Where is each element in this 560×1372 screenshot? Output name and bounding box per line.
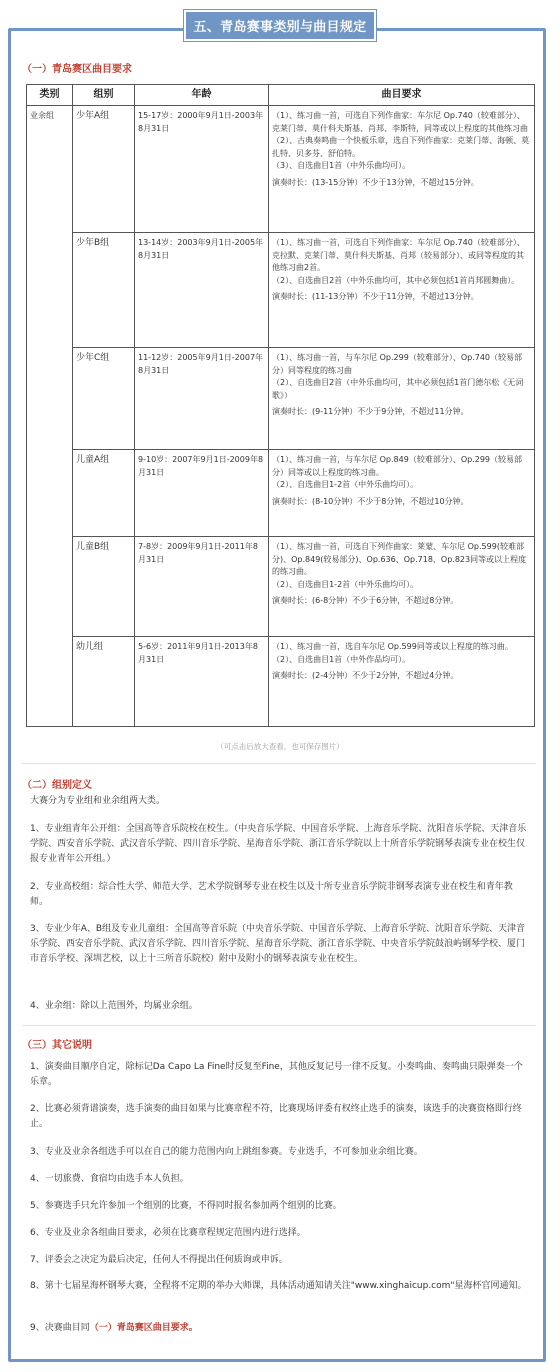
group-cell: 少年A组 <box>73 106 135 233</box>
requirement-line: （2）、古典奏鸣曲一个快板乐章，选自下列作曲家：克莱门蒂、海顿、莫扎特、贝多芬、舒伯特。 <box>272 136 530 158</box>
section2-heading: （二）组别定义 <box>22 780 92 791</box>
section3-item: 7、评委会之决定为最后决定，任何人不得提出任何质询或申诉。 <box>30 1255 288 1265</box>
duration-line: 演奏时长：(2-4分钟）不少于2分钟，不超过4分钟。 <box>272 671 459 680</box>
group-cell: 儿童B组 <box>73 537 135 637</box>
duration-line: 演奏时长：(11-13分钟）不少于11分钟，不超过13分钟。 <box>272 292 479 301</box>
section3-item: 1、演奏曲目顺序自定，除标记Da Capo La Fine时反复至Fine，其他反复记号一律不反复。小奏鸣曲、奏鸣曲只限弹奏一个乐章。 <box>30 1062 523 1087</box>
table-row <box>27 537 535 637</box>
requirement-line: （1）、练习曲一首，可选自下列作曲家：车尔尼 Op.740（较难部分）、克拉默、克莱门蒂、莫什科夫斯基、肖邦（较易部分）、或同等程度的其他练习曲2首。 <box>272 238 525 272</box>
group-cell: 少年C组 <box>73 348 135 450</box>
requirement-line: （1）、练习曲一首，选自车尔尼 Op.599同等或以上程度的练习曲。 <box>272 642 513 651</box>
section3-item: 6、专业及业余各组曲目要求，必须在比赛章程规定范围内进行选择。 <box>30 1228 306 1238</box>
age-cell: 5-6岁：2011年9月1日-2013年8月31日 <box>135 637 269 727</box>
table-row <box>27 233 535 348</box>
duration-line: 演奏时长：(6-8分钟）不少于6分钟，不超过8分钟。 <box>272 596 459 605</box>
divider <box>22 763 536 764</box>
page-title: 五、青岛赛事类别与曲目规定 <box>184 10 377 41</box>
requirement-line: （2）、自选曲目2首（中外乐曲均可，其中必须包括1首门德尔松《无词歌》） <box>272 378 524 400</box>
section3-item: 8、第十七届星海杯钢琴大赛，全程将不定期的举办大师课，具体活动通知请关注"www.xinghaicup.com"星海杯官网通知。 <box>30 1281 527 1291</box>
requirement-line: （2）、自选曲目2首（中外乐曲均可，其中必须包括1首肖邦圆舞曲）。 <box>272 275 520 285</box>
requirement-cell <box>269 106 535 233</box>
requirement-line: （1）、练习曲一首，与车尔尼 Op.849（较难部分）、Op.299（较易部分）同等或以上程度的练习曲。 <box>272 455 523 477</box>
table-row <box>27 348 535 450</box>
last-item-reference: （一）青岛赛区曲目要求。 <box>89 1323 198 1333</box>
age-cell: 7-8岁：2009年9月1日-2011年8月31日 <box>135 537 269 637</box>
age-cell: 11-12岁：2005年9月1日-2007年8月31日 <box>135 348 269 450</box>
section2-intro: 大赛分为专业组和业余组两大类。 <box>30 796 166 806</box>
section2-item: 3、专业少年A、B组及专业儿童组：全国高等音乐院（中央音乐学院、中国音乐学院、上海音乐学院、沈阳音乐学院、天津音乐学院、西安音乐学院、武汉音乐学院、四川音乐学院、星海音乐学院、浙江音乐学院、中央音乐学院鼓浪屿钢琴学校、厦门市音乐学校、深圳艺校，以上十三所音乐院校）附中及附小的钢琴表演专业在校生。 <box>30 924 526 964</box>
group-cell: 少年B组 <box>73 233 135 348</box>
title-wrap <box>0 10 560 41</box>
section3-item: 2、比赛必须背谱演奏，选手演奏的曲目如果与比赛章程不符，比赛现场评委有权终止选手的演奏，该选手的决赛资格即行终止。 <box>30 1104 522 1129</box>
age-cell: 15-17岁：2000年9月1日-2003年8月31日 <box>135 106 269 233</box>
header-age: 年龄 <box>135 85 269 106</box>
age-cell: 9-10岁：2007年9月1日-2009年8月31日 <box>135 450 269 537</box>
section3-heading: （三）其它说明 <box>22 1040 92 1051</box>
section3-item: 3、专业及业余各组选手可以在自己的能力范围内向上跳组参赛。专业选手，不可参加业余组比赛。 <box>30 1147 423 1157</box>
section3-item: 4、一切旅费、食宿均由选手本人负担。 <box>30 1174 189 1184</box>
requirement-line: （2）、自选曲目1-2首（中外乐曲均可）。 <box>272 579 419 589</box>
requirement-cell <box>269 537 535 637</box>
last-item-prefix: 9、决赛曲目同 <box>30 1323 90 1333</box>
header-requirements: 曲目要求 <box>269 85 535 106</box>
section2-item: 2、专业高校组：综合性大学、师范大学、艺术学院钢琴专业在校生以及十所专业音乐学院非钢琴表演专业在校生和青年教师。 <box>30 882 513 907</box>
section1-heading: （一）青岛赛区曲目要求 <box>22 64 132 75</box>
requirement-cell <box>269 348 535 450</box>
requirement-cell <box>269 233 535 348</box>
requirement-line: （2）、自选曲目1首（中外作品均可）。 <box>272 654 411 664</box>
divider <box>22 1025 536 1026</box>
section2-item: 1、专业组青年公开组：全国高等音乐院校在校生。（中央音乐学院、中国音乐学院、上海音乐学院、沈阳音乐学院、天津音乐学院、西安音乐学院、武汉音乐学院、四川音乐学院、星海音乐学院、浙江音乐学院以上十所音乐学院钢琴表演专业在校生仅报专业青年公开组。） <box>30 824 527 864</box>
requirement-line: （1）、练习曲一首，可选自下列作曲家：莱蒙、车尔尼 Op.599(较难部分)、Op.849(较易部分)、Op.636、Op.718、Op.823同等或以上程度的练习曲。 <box>272 542 527 576</box>
requirement-line: （2）、自选曲目1-2首（中外乐曲均可）。 <box>272 480 419 489</box>
table-row <box>27 450 535 537</box>
requirement-cell <box>269 637 535 727</box>
requirement-cell <box>269 450 535 537</box>
table-row <box>27 637 535 727</box>
table-header-row <box>27 85 535 106</box>
duration-line: 演奏时长：(13-15分钟）不少于13分钟，不超过15分钟。 <box>272 177 479 187</box>
requirement-line: （1）、练习曲一首，与车尔尼 Op.299（较难部分）、Op.740（较易部分）同等程度的练习曲 <box>272 353 523 375</box>
category-cell: 业余组 <box>27 106 73 727</box>
duration-line: 演奏时长：(8-10分钟）不少于8分钟，不超过10分钟。 <box>272 496 469 506</box>
group-cell: 幼儿组 <box>73 637 135 727</box>
header-group: 组别 <box>73 85 135 106</box>
section2-item: 4、业余组：除以上范围外，均属业余组。 <box>30 1001 198 1011</box>
age-cell: 13-14岁：2003年9月1日-2005年8月31日 <box>135 233 269 348</box>
header-category: 类别 <box>27 85 73 106</box>
section3-item: 5、参赛选手只允许参加一个组别的比赛，不得同时报名参加两个组别的比赛。 <box>30 1201 342 1211</box>
group-cell: 儿童A组 <box>73 450 135 537</box>
requirement-line: （3）、自选曲目1首（中外乐曲均可）。 <box>272 161 411 170</box>
table-row <box>27 106 535 233</box>
requirements-table <box>26 84 535 727</box>
requirement-line: （1）、练习曲一首，可选自下列作曲家：车尔尼 Op.740（较难部分）、克莱门蒂、莫什科夫斯基、肖邦、李斯特，同等或以上程度的其他练习曲 <box>272 111 528 133</box>
duration-line: 演奏时长：(9-11分钟）不少于9分钟，不超过11分钟。 <box>272 407 469 416</box>
section3-last-item <box>30 1321 530 1336</box>
zoom-hint: （可点击后放大查看，也可保存图片） <box>216 742 344 751</box>
